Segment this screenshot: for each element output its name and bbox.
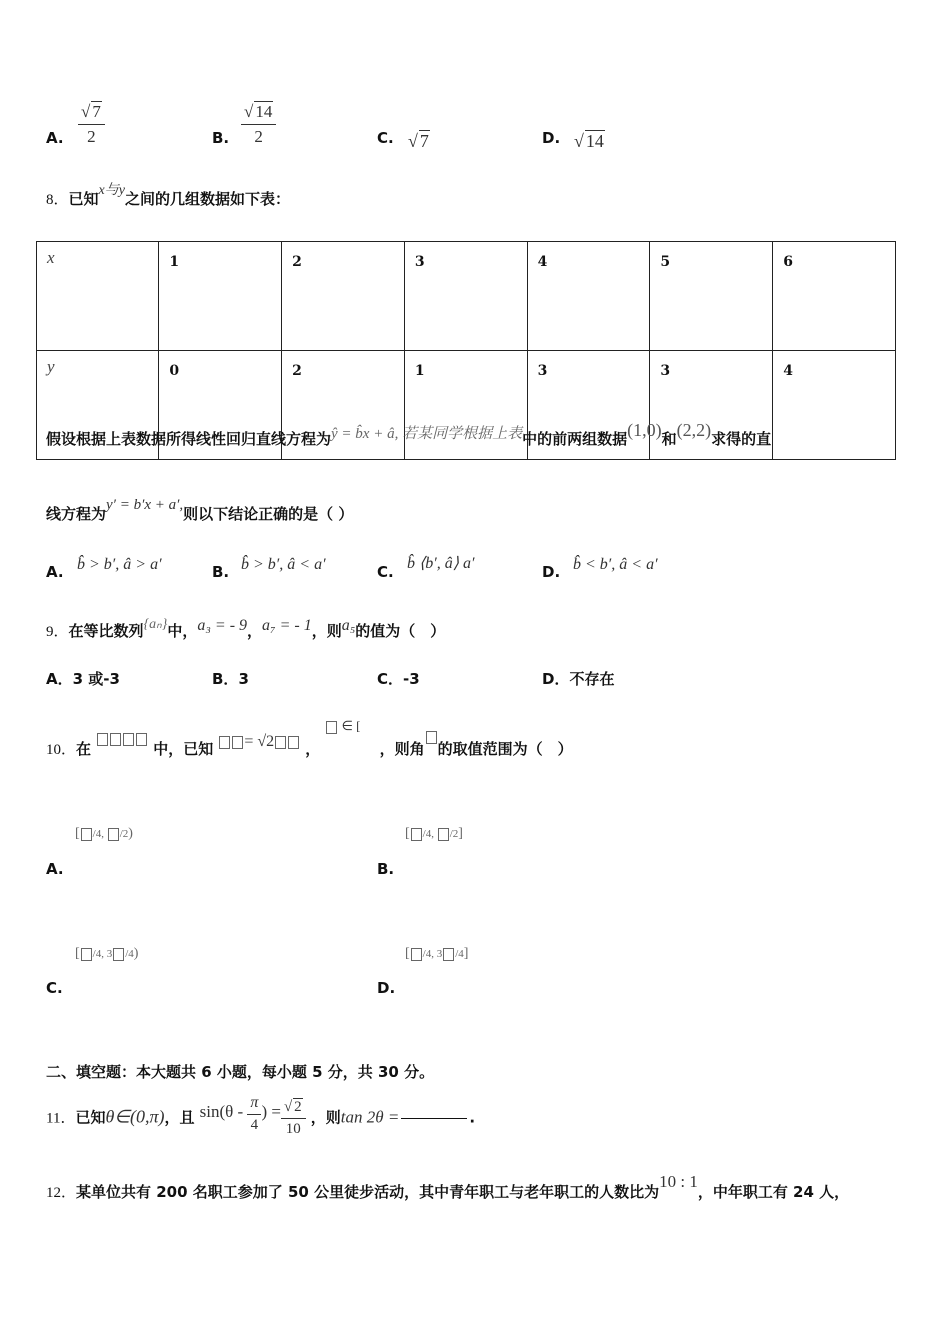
- table-cell: 5: [650, 242, 773, 351]
- q7-option-a-value: $\frac{√ 7}{2}$: [78, 101, 105, 147]
- q7-option-d-label: D.: [542, 129, 561, 147]
- q9-option-c: C．-3: [377, 670, 420, 688]
- q10-option-b-label: B.: [377, 860, 395, 878]
- q8-option-c-label: C.: [377, 563, 394, 581]
- q10-option-a-value: [ /4, /2): [75, 826, 133, 841]
- q8-option-b-label: B.: [212, 563, 230, 581]
- q10-option-c-label: C.: [46, 979, 63, 997]
- q8-option-a-text: b̂ > b′, â > a′: [77, 556, 162, 573]
- q10-option-c-value: [ /4, 3 /4): [75, 946, 139, 961]
- table-cell: 3: [404, 242, 527, 351]
- answer-blank: [401, 1118, 467, 1119]
- table-header-y: y: [37, 351, 159, 460]
- q7-option-b-label: B.: [212, 129, 230, 147]
- q10-equation: = √2: [218, 733, 300, 750]
- q7-option-c-label: C.: [377, 129, 394, 147]
- table-cell: 3: [650, 351, 773, 460]
- q10-stem: 10．在 中，已知 = √2 ， ∈ [ ，则角 的取值范围为（ ）: [46, 718, 573, 758]
- q9-option-b: B．3: [212, 670, 249, 688]
- table-header-x: x: [37, 242, 159, 351]
- table-cell: 6: [773, 242, 896, 351]
- q12-stem: 12．某单位共有 200 名职工参加了 50 公里徒步活动，其中青年职工与老年职工的人数比为10 : 1，中年职工有 24 人，: [46, 1172, 850, 1201]
- q9-option-a: A．3 或-3: [46, 670, 120, 688]
- q10-option-d-value: [ /4, 3 /4]: [405, 946, 469, 961]
- table-cell: 1: [159, 242, 282, 351]
- q8-option-d-text: b̂ < b′, â < a′: [573, 556, 658, 573]
- q7-option-a-label: A.: [46, 129, 64, 147]
- table-cell: 4: [527, 242, 650, 351]
- table-cell: 2: [282, 351, 405, 460]
- q10-option-a-label: A.: [46, 860, 64, 878]
- table-cell: 1: [404, 351, 527, 460]
- q8-line-2: 线方程为y′ = b′x + a′,则以下结论正确的是（ ）: [46, 497, 354, 523]
- table-cell: 4: [773, 351, 896, 460]
- section-heading: 二、填空题：本大题共 6 小题，每小题 5 分，共 30 分。: [46, 1063, 435, 1081]
- q7-option-d-value: √ 14: [574, 131, 604, 151]
- table-cell: 3: [527, 351, 650, 460]
- table-cell: 0: [159, 351, 282, 460]
- q9-stem: 9．在等比数列{aₙ}中，a₃ = - 9，a₇ = - 1，则a₅的值为（ ）: [46, 617, 446, 640]
- q7-option-b-value: $\frac{√ 14}{2}$: [241, 101, 276, 147]
- q8-option-b-text: b̂ > b′, â < a′: [241, 556, 326, 573]
- q8-stem: 8．已知x与y之间的几组数据如下表：: [46, 183, 290, 208]
- table-row-x: [37, 242, 896, 351]
- q8-option-a-label: A.: [46, 563, 64, 581]
- missing-glyph-boxes: [96, 729, 148, 748]
- q8-line-1: 假设根据上表数据所得线性回归直线方程为ŷ = b̂x + â, 若某同学根据上表中的前两组数据(1,0)和(2,2)求得的直: [46, 420, 772, 448]
- q10-range: ∈ [: [325, 718, 360, 733]
- q7-option-c-value: √ 7: [408, 131, 429, 151]
- q9-option-d: D．不存在: [542, 670, 615, 688]
- q8-option-c-text: b̂ ⟨b′, â⟩ a′: [407, 555, 475, 572]
- table-cell: 2: [282, 242, 405, 351]
- q10-option-b-value: [ /4, /2]: [405, 826, 463, 841]
- q10-option-d-label: D.: [377, 979, 396, 997]
- q11-stem: 11．已知θ∈(0,π)，且 sin(θ - $\frac{\pi}{4}$ ) = $\frac{√ 2}{10}$ ，则tan 2θ = .: [46, 1094, 476, 1137]
- q8-option-d-label: D.: [542, 563, 561, 581]
